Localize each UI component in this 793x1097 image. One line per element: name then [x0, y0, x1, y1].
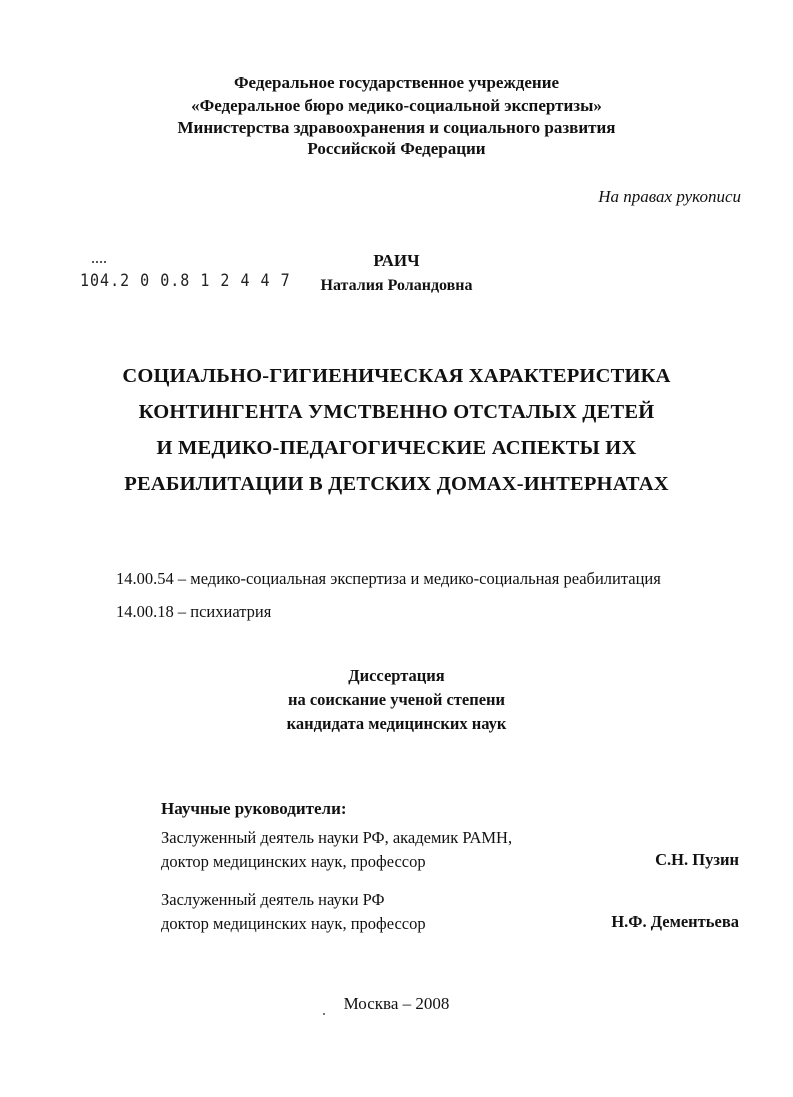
title-line-2: КОНТИНГЕНТА УМСТВЕННО ОТСТАЛЫХ ДЕТЕЙ: [138, 401, 655, 423]
dissertation-line-3: кандидата медицинских наук: [286, 714, 507, 733]
scan-speck: [323, 1013, 325, 1015]
supervisor-2-title-line-1: Заслуженный деятель науки РФ: [161, 890, 385, 909]
city-year: Москва – 2008: [343, 994, 450, 1013]
supervisor-2-title-line-2: доктор медицинских наук, профессор: [161, 914, 426, 933]
supervisor-1-title-line-1: Заслуженный деятель науки РФ, академик РАМН,: [161, 828, 513, 847]
supervisor-2-name: Н.Ф. Дементьева: [611, 912, 739, 931]
supervisor-1-name: С.Н. Пузин: [655, 850, 739, 869]
specialty-2: 14.00.18 – психиатрия: [116, 602, 272, 621]
title-line-4: РЕАБИЛИТАЦИИ В ДЕТСКИХ ДОМАХ-ИНТЕРНАТАХ: [124, 473, 669, 495]
author-first-names: Наталия Роландовна: [320, 277, 473, 294]
rights-note: На правах рукописи: [598, 187, 741, 206]
institution-line-3: Министерства здравоохранения и социального развития: [177, 118, 616, 137]
dissertation-line-1: Диссертация: [348, 666, 445, 685]
title-line-3: И МЕДИКО-ПЕДАГОГИЧЕСКИЕ АСПЕКТЫ ИХ: [156, 437, 637, 459]
archive-stamp: 104.2 0 0.8 1 2 4 4 7: [80, 270, 291, 291]
supervisor-1-title-line-2: доктор медицинских наук, профессор: [161, 852, 426, 871]
author-last-name: РАИЧ: [373, 251, 420, 270]
specialty-1: 14.00.54 – медико-социальная экспертиза и медико-социальная реабилитация: [116, 569, 661, 588]
institution-line-1: Федеральное государственное учреждение: [233, 73, 560, 92]
title-line-1: СОЦИАЛЬНО-ГИГИЕНИЧЕСКАЯ ХАРАКТЕРИСТИКА: [122, 365, 671, 387]
supervisors-heading: Научные руководители:: [161, 799, 347, 818]
institution-line-2: «Федеральное бюро медико-социальной экспертизы»: [191, 96, 602, 115]
dissertation-line-2: на соискание ученой степени: [287, 690, 506, 709]
institution-line-4: Российской Федерации: [307, 139, 486, 158]
